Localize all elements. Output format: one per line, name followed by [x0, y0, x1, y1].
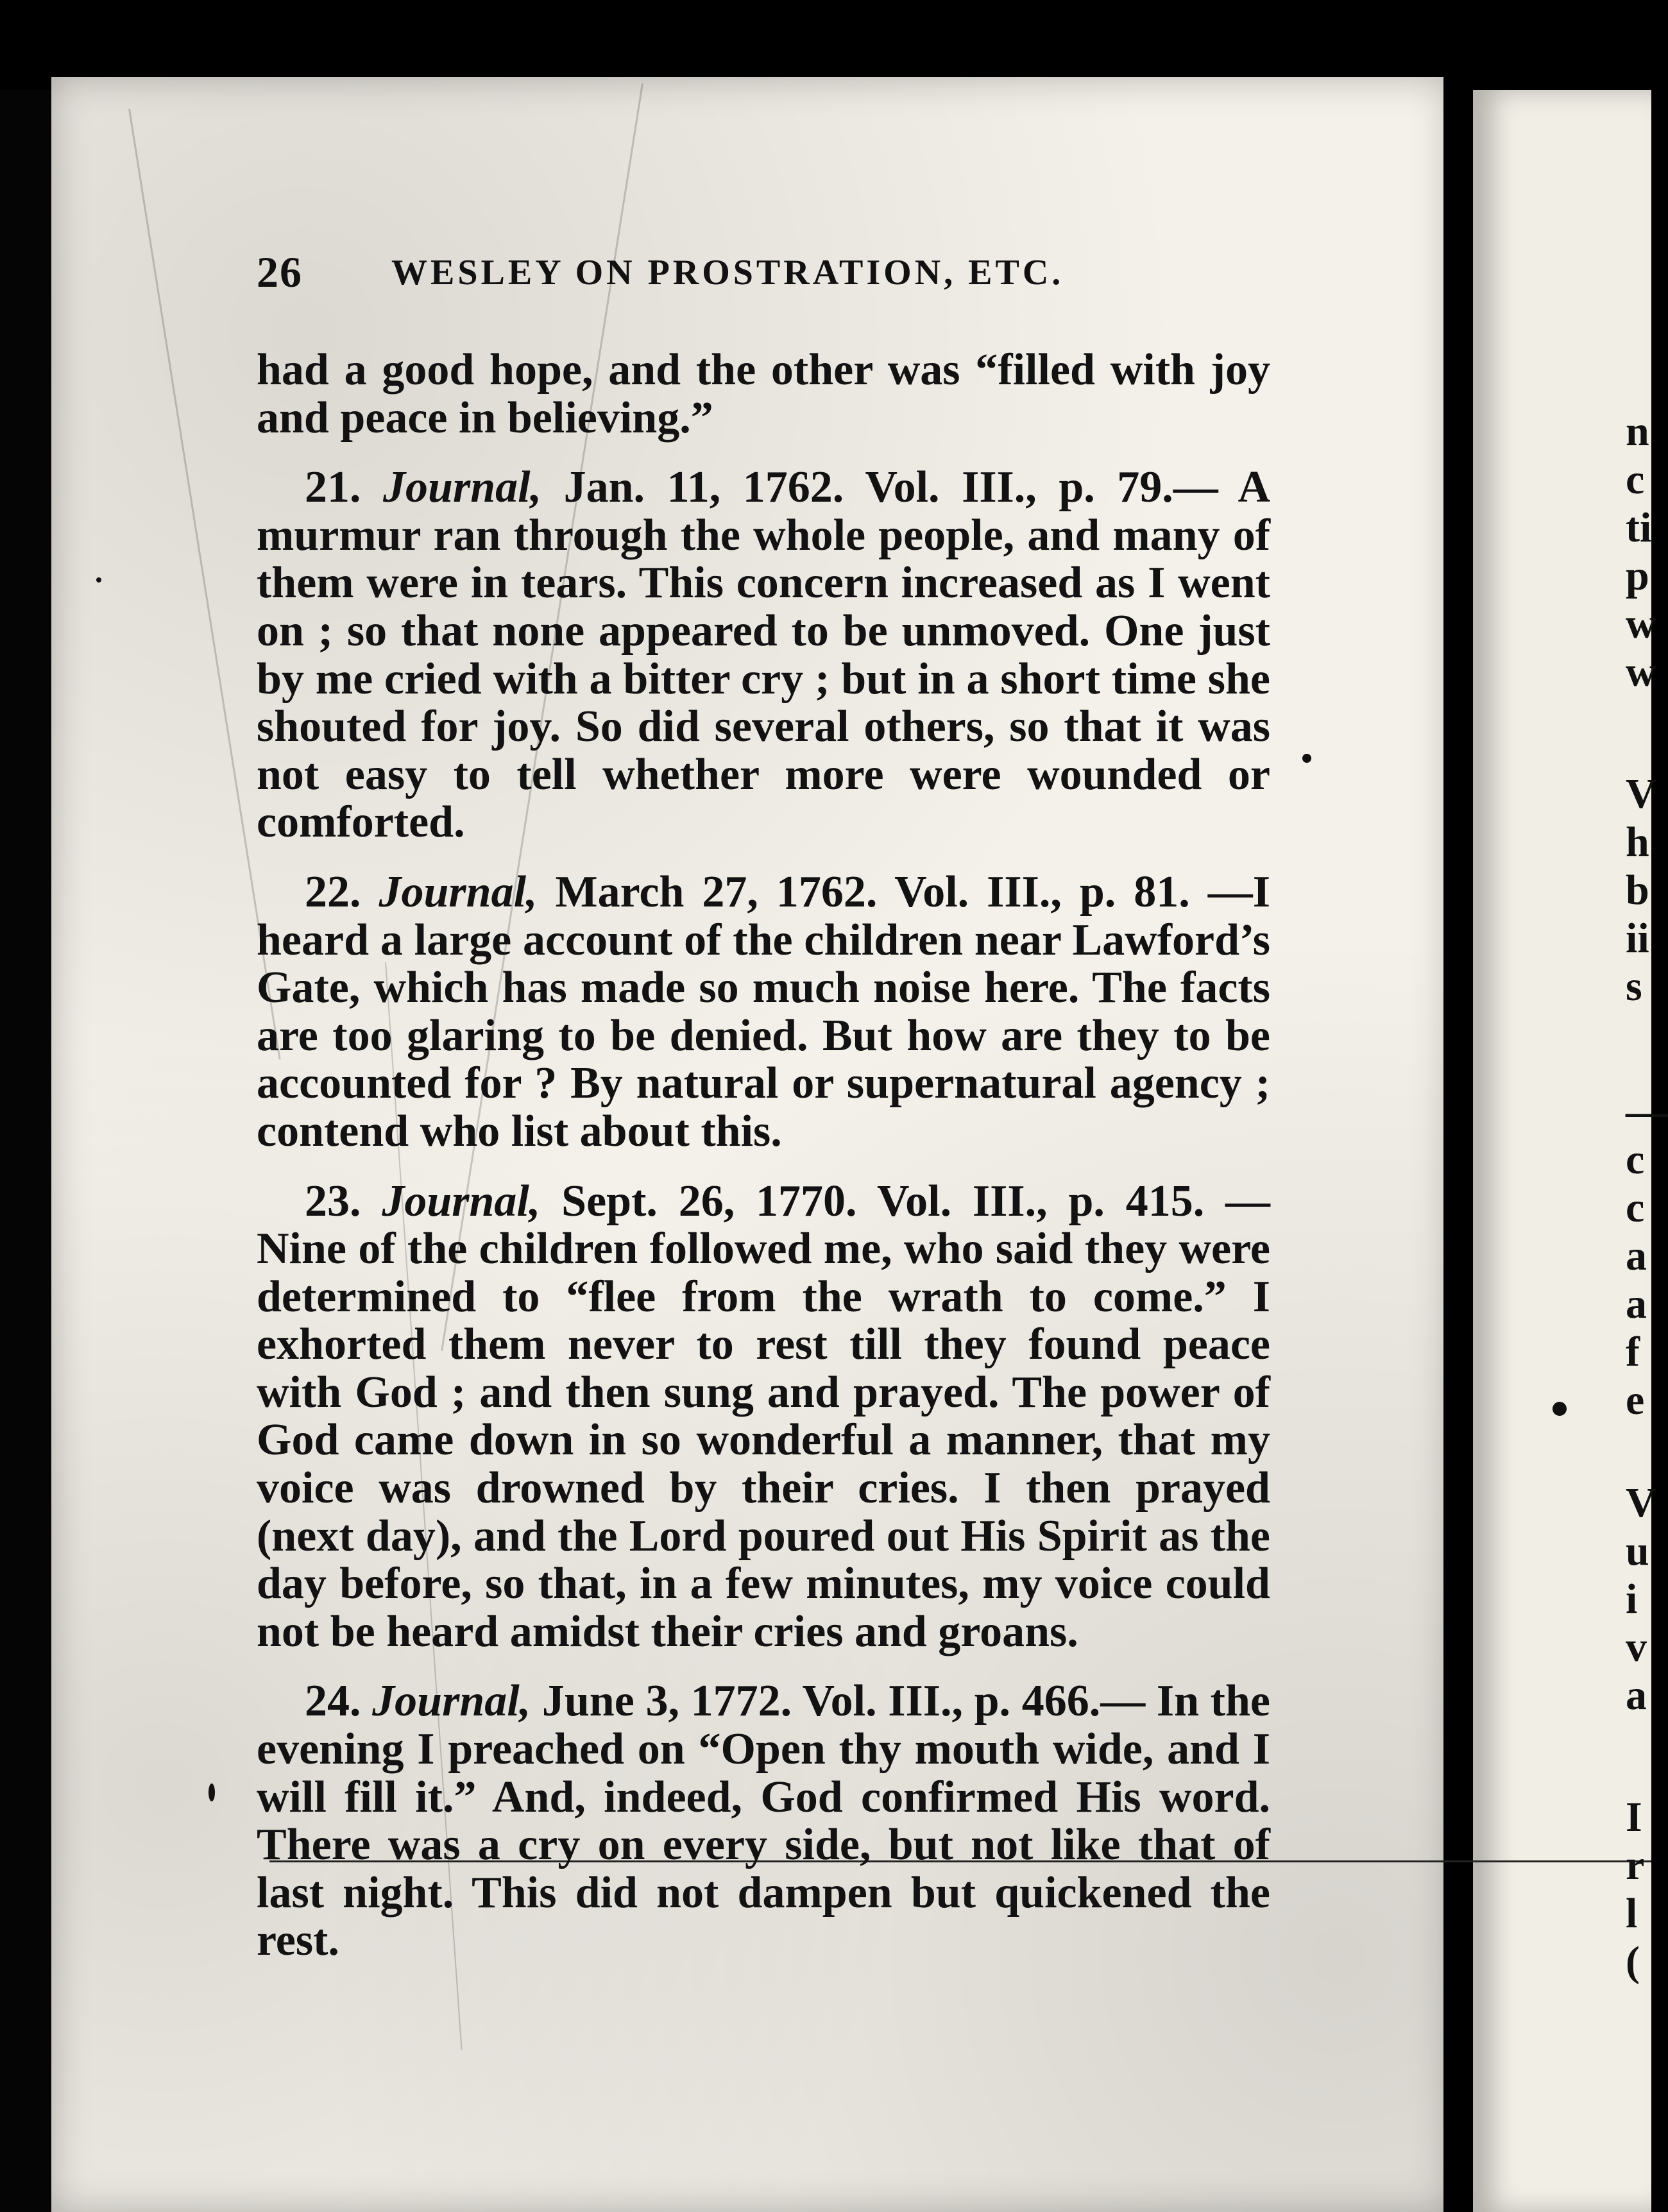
entry-citation: June 3, 1772. Vol. III., p. 466.— — [531, 1676, 1146, 1726]
entry-source: Journal, — [379, 867, 538, 917]
facing-page-letter: h — [1626, 819, 1649, 865]
facing-page-letter: b — [1626, 867, 1649, 914]
facing-page-letter: w — [1626, 649, 1656, 695]
facing-page-letter: c — [1626, 1184, 1645, 1231]
facing-page-letter: ti — [1626, 504, 1652, 551]
facing-page-letter: — — [1626, 1088, 1668, 1135]
facing-page-letter: ii — [1626, 915, 1649, 962]
facing-page-letter: ( — [1626, 1938, 1640, 1985]
entry-text: —Nine of the children followed me, who said they were determined to “flee from the wrath to come.” I exhorted them never to rest till they found peace with God ; and then sung and prayed. The power of God came down in so wonderful a manner, that my voice was drowned by their cries. I then prayed (next day), and the Lord poured out His Spirit as the day before, so that, in a few minutes, my voice could not be heard amidst their cries and groans. — [257, 1176, 1271, 1656]
ink-speck — [208, 1783, 215, 1801]
page-number: 26 — [257, 248, 303, 296]
facing-page-letter: l — [1626, 1890, 1638, 1937]
body-text — [257, 346, 1270, 1987]
entry-citation: Sept. 26, 1770. Vol. III., p. 415. — [540, 1176, 1205, 1226]
facing-page-letter: V — [1626, 1479, 1656, 1526]
scan-left-border — [0, 90, 51, 2212]
facing-page-letter: u — [1626, 1527, 1649, 1574]
entry-text: —I heard a large account of the children near Lawford’s Gate, which has made so much noise here. The facts are too glaring to be denied. But how are they to be accounted for ? By natural or supernatural agency ; contend who list about this. — [257, 867, 1270, 1156]
ink-speck — [1302, 754, 1311, 763]
page-gutter — [1443, 71, 1473, 2212]
facing-page-letter: r — [1626, 1842, 1645, 1889]
journal-entry-23 — [257, 1178, 1270, 1656]
entry-number: 23. — [305, 1176, 361, 1226]
scan-top-border — [0, 0, 1651, 90]
facing-page-letter: a — [1626, 1280, 1647, 1327]
facing-page-letter: s — [1626, 963, 1642, 1010]
facing-page-letter: a — [1626, 1672, 1647, 1719]
facing-page-letter: v — [1626, 1624, 1647, 1671]
facing-page-letter: f — [1626, 1329, 1640, 1375]
facing-page-letter: c — [1626, 456, 1645, 503]
facing-page-letter: c — [1626, 1136, 1645, 1183]
opening-paragraph: had a good hope, and the other was “filled with joy and peace in believing.” — [257, 345, 1270, 443]
ink-speck — [96, 577, 101, 583]
running-title: WESLEY ON PROSTRATION, ETC. — [391, 253, 1064, 293]
facing-page-letter: p — [1626, 552, 1649, 599]
facing-page-letter: V — [1626, 770, 1656, 817]
running-head — [257, 247, 1296, 305]
journal-entry-24 — [257, 1678, 1270, 1965]
entry-number: 24. — [305, 1676, 361, 1726]
entry-number: 22. — [305, 867, 361, 917]
entry-citation: Jan. 11, 1762. Vol. III., p. 79.— — [541, 463, 1218, 513]
entry-text: In the evening I preached on “Open thy mouth wide, and I will fill it.” And, indeed, God confirmed His word. There was a cry on every side, but not like that of last night. This did not dampen but quickened the rest. — [257, 1676, 1270, 1966]
facing-page-letter: I — [1626, 1794, 1642, 1841]
facing-page-letter: i — [1626, 1576, 1638, 1622]
facing-page-letter: e — [1626, 1377, 1645, 1424]
facing-page-letter: n — [1626, 408, 1649, 455]
facing-page-letter: a — [1626, 1232, 1647, 1279]
entry-number: 21. — [305, 463, 361, 513]
journal-entry-22 — [257, 869, 1270, 1156]
ink-speck — [1553, 1402, 1567, 1416]
entry-citation: March 27, 1762. Vol. III., p. 81. — [537, 867, 1190, 917]
facing-page-letter: w — [1626, 600, 1656, 647]
entry-text: A murmur ran through the whole people, and many of them were in tears. This concern increased as I went on ; so that none appeared to be unmoved. One just by me cried with a bitter cry ; but in a short time she shouted for joy. So did several others, so that it was not easy to tell whether more were wounded or comforted. — [257, 463, 1271, 847]
entry-source: Journal, — [382, 1176, 541, 1226]
facing-page — [1473, 90, 1651, 2212]
entry-source: Journal, — [372, 1676, 531, 1726]
journal-entry-21 — [257, 464, 1270, 847]
entry-source: Journal, — [383, 463, 542, 513]
